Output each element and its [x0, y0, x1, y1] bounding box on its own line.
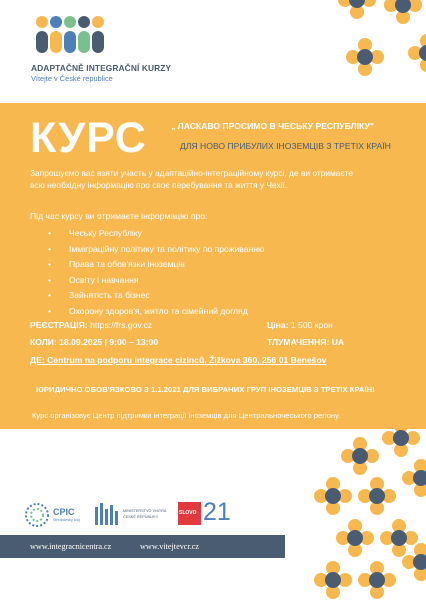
- footer-link-vitejtevcr[interactable]: www.vitejtevcr.cz: [140, 542, 200, 551]
- flower-decoration: [382, 419, 420, 457]
- list-item: • Права та обов'язки іноземців: [48, 257, 264, 273]
- intro-text-line-2: всю необхідну інформацію про своє перебування та життя у Чехії.: [30, 180, 288, 190]
- flower-decoration: [358, 561, 396, 599]
- ministry-logo-text-2: ČESKÉ REPUBLIKY: [123, 515, 159, 519]
- slovo21-logo-text: SLOVO: [179, 510, 197, 516]
- course-date-time: КОЛИ: 18.09.2025 | 9:00 – 13:00: [30, 337, 159, 347]
- cpic-logo-text: CPIC: [53, 507, 75, 517]
- registration-link[interactable]: https://frs.gov.cz: [90, 320, 153, 330]
- price-label: Ціна:: [267, 320, 289, 330]
- topics-heading: Під час курсу ви отримаєте інформацію про:: [30, 211, 208, 221]
- flower-decoration: [358, 477, 396, 515]
- flower-decoration: [314, 477, 352, 515]
- registration-row: [30, 320, 152, 330]
- org-title: ADAPTAČNĚ INTEGRAČNÍ KURZY: [31, 63, 172, 73]
- flower-decoration: [402, 459, 426, 497]
- org-subtitle: Vítejte v České republice: [31, 74, 113, 83]
- ministry-logo-icon: [95, 503, 119, 525]
- registration-label: РЕЄСТРАЦІЯ:: [30, 320, 88, 330]
- list-item: • Зайнятість та бізнес: [48, 288, 264, 304]
- topics-list: [48, 226, 264, 320]
- list-item: • Чеську Республіку: [48, 226, 264, 242]
- organizer-note: Курс організовує Центр підтримки інтеграції іноземців для Центральночеського регіону.: [32, 411, 341, 420]
- flower-decoration: [346, 38, 384, 76]
- interpretation-language: ТЛУМАЧЕННЯ: UA: [267, 337, 345, 347]
- course-location: ДЕ: Centrum na podporu integrace cizinců, Žižkova 360, 256 01 Benešov: [30, 355, 327, 365]
- mandatory-notice: ЮРИДИЧНО ОБОВ'ЯЗКОВО З 1.1.2021 ДЛЯ ВИБРАНИХ ГРУП ІНОЗЕМЦІВ З ТРЕТІХ КРАЇН!: [36, 385, 375, 394]
- cpic-logo-subtext: Středočeský kraj: [53, 518, 80, 522]
- ministry-logo-text-1: MINISTERSTVO VNITRA: [123, 509, 167, 513]
- price-value: 1 500 крон: [290, 320, 333, 330]
- flower-decoration: [336, 519, 374, 557]
- flower-pattern: [310, 415, 426, 602]
- flower-decoration: [314, 561, 352, 599]
- audience-subheading: ДЛЯ НОВО ПРИБУЛИХ ІНОЗЕМЦІВ З ТРЕТІХ КРАЇН: [180, 141, 391, 151]
- flower-decoration: [408, 34, 426, 72]
- slovo21-logo-icon: [178, 502, 201, 525]
- slovo21-logo-number: 21: [203, 498, 231, 526]
- welcome-heading: „ ЛАСКАВО ПРОСИМО В ЧЕСЬКУ РЕСПУБЛІКУ": [171, 121, 374, 131]
- course-big-title: КУРС: [30, 114, 147, 162]
- list-item: • Освіту і навчання: [48, 273, 264, 289]
- footer-link-integracnicentra[interactable]: www.integracnicentra.cz: [30, 542, 112, 551]
- adaptation-courses-logo-icon: [30, 14, 108, 58]
- flower-decoration: [338, 0, 376, 19]
- cpic-logo-icon: [25, 503, 49, 527]
- list-item: • Імміграційну політику та політику по проживанню: [48, 242, 264, 258]
- list-item: • Охорону здоров'я, житло та сімейний догляд: [48, 304, 264, 320]
- intro-text-line-1: Запрошуємо вас взяти участь у адаптаційно-інтеграційному курсі, де ви отримаєте: [30, 168, 354, 178]
- flower-decoration: [384, 0, 422, 24]
- price-row: [267, 320, 333, 330]
- flower-decoration: [402, 543, 426, 581]
- flower-decoration: [341, 437, 379, 475]
